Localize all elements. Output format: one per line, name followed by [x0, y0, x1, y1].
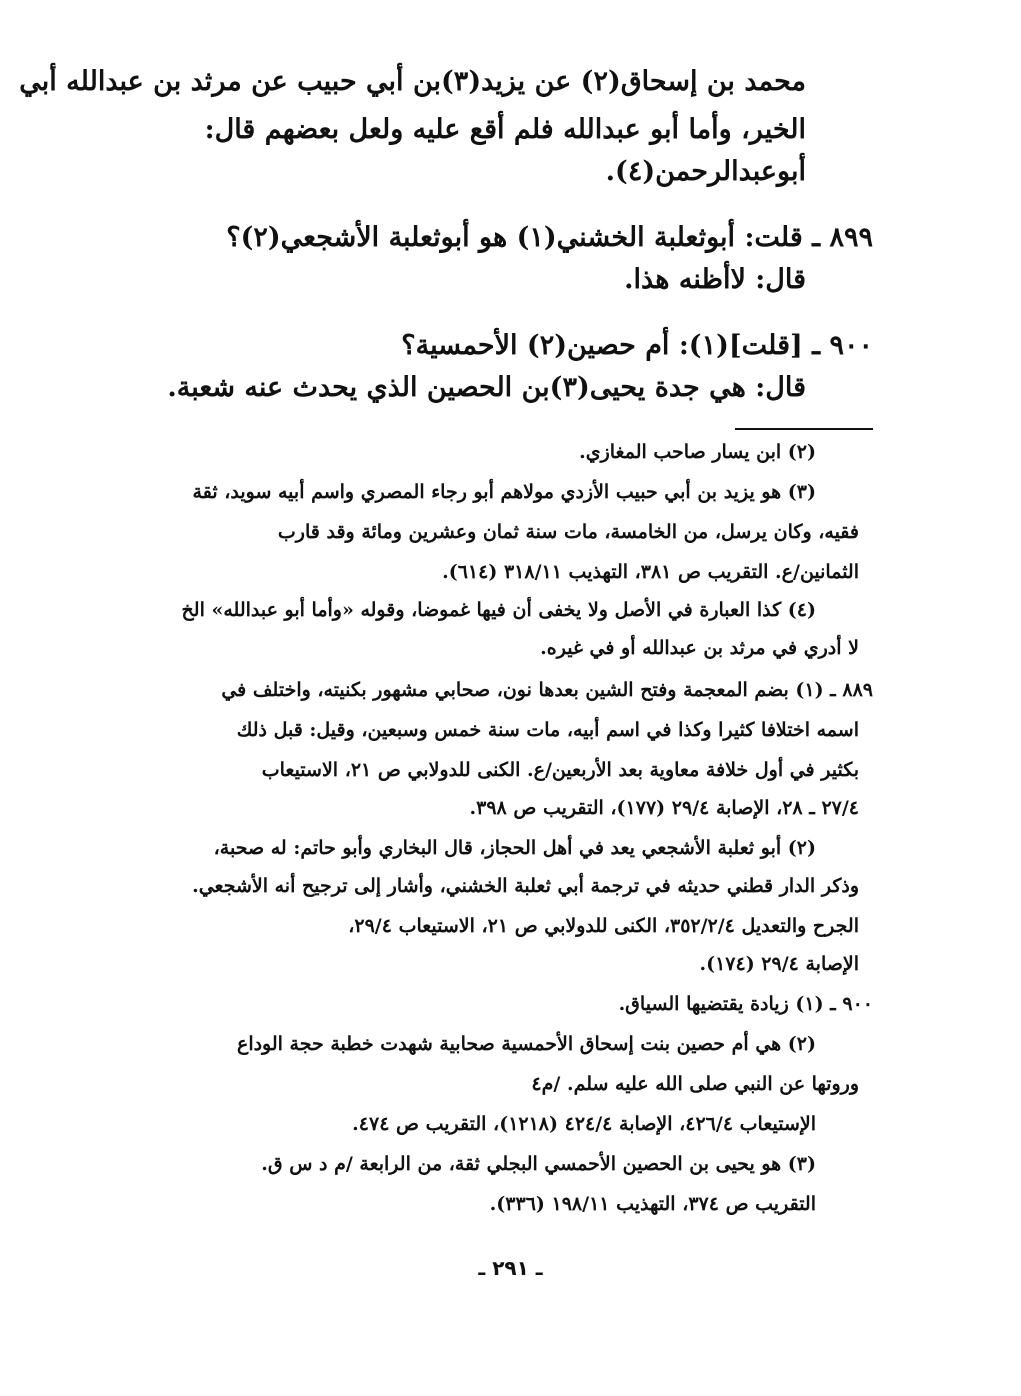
footnote-line: ٢٧/٤ ـ ٢٨، الإصابة ٢٩/٤ (١٧٧)، التقريب ص ٣٩٨.: [469, 797, 859, 819]
footnote-line: فقيه، وكان يرسل، من الخامسة، مات سنة ثمان وعشرين ومائة وقد قارب: [277, 521, 859, 543]
footnote-line: لا أدري في مرثد بن عبدالله أو في غيره.: [540, 637, 859, 659]
footnote-line: بكثير في أول خلافة معاوية بعد الأربعين/ع. الكنى للدولابي ص ٢١، الاستيعاب: [261, 759, 859, 781]
footnote-line: (٤) كذا العبارة في الأصل ولا يخفى أن فيها غموضا، وقوله «وأما أبو عبدالله» الخ: [181, 599, 816, 621]
footnote-line: التقريب ص ٣٧٤، التهذيب ١٩٨/١١ (٣٣٦).: [489, 1193, 816, 1215]
footnote-line: اسمه اختلافا كثيرا وكذا في اسم أبيه، مات سنة خمس وسبعين، وقيل: قبل ذلك: [236, 719, 859, 741]
footnote-line: ٨٨٩ ـ (١) بضم المعجمة وفتح الشين بعدها نون، صحابي مشهور بكنيته، واختلف في: [221, 679, 873, 701]
footnote-line: الجرح والتعديل ٣٥٢/٢/٤، الكنى للدولابي ص ٢١، الاستيعاب ٢٩/٤،: [348, 915, 859, 937]
footnote-line: الإستيعاب ٤٢٦/٤، الإصابة ٤٢٤/٤ (١٢١٨)، التقريب ص ٤٧٤.: [352, 1113, 816, 1135]
main-text-line: أبوعبدالرحمن(٤).: [605, 156, 806, 187]
footnote-line: الثمانين/ع. التقريب ص ٣٨١، التهذيب ٣١٨/١١ (٦١٤).: [442, 561, 859, 583]
footnote-line: وذكر الدار قطني حديثه في ترجمة أبي ثعلبة الخشني، وأشار إلى ترجيح أنه الأشجعي.: [192, 875, 859, 897]
main-text-line: الخير، وأما أبو عبدالله فلم أقع عليه ولعل بعضهم قال:: [204, 114, 806, 145]
footnote-line: (٢) أبو ثعلبة الأشجعي يعد في أهل الحجاز، قال البخاري وأبو حاتم: له صحبة،: [213, 837, 816, 859]
entry-899-question: ٨٩٩ ـ قلت: أبوثعلبة الخشني(١) هو أبوثعلبة الأشجعي(٢)؟: [226, 222, 873, 253]
entry-900-answer: قال: هي جدة يحيى(٣)بن الحصين الذي يحدث عنه شعبة.: [167, 372, 806, 403]
footnote-line: (٣) هو يزيد بن أبي حبيب الأزدي مولاهم أبو رجاء المصري واسم أبيه سويد، ثقة: [192, 481, 816, 503]
footnote-line: (٢) ابن يسار صاحب المغازي.: [579, 441, 816, 463]
footnote-line: الإصابة ٢٩/٤ (١٧٤).: [699, 953, 859, 975]
page-number: ـ ٢٩١ ـ: [478, 1256, 543, 1280]
footnote-line: (٣) هو يحيى بن الحصين الأحمسي البجلي ثقة، من الرابعة /م د س ق.: [261, 1153, 816, 1175]
entry-900-question: ٩٠٠ ـ [قلت](١): أم حصين(٢) الأحمسية؟: [401, 330, 873, 361]
footnote-line: وروتها عن النبي صلى الله عليه سلم. /م٤: [531, 1073, 859, 1095]
footnote-line: (٢) هي أم حصين بنت إسحاق الأحمسية صحابية شهدت خطبة حجة الوداع: [236, 1033, 816, 1055]
footnote-line: ٩٠٠ ـ (١) زيادة يقتضيها السياق.: [618, 993, 873, 1015]
footnote-divider: [735, 428, 873, 430]
main-text-line: محمد بن إسحاق(٢) عن يزيد(٣)بن أبي حبيب عن مرثد بن عبدالله أبي: [19, 66, 806, 97]
entry-899-answer: قال: لاأظنه هذا.: [624, 264, 806, 295]
